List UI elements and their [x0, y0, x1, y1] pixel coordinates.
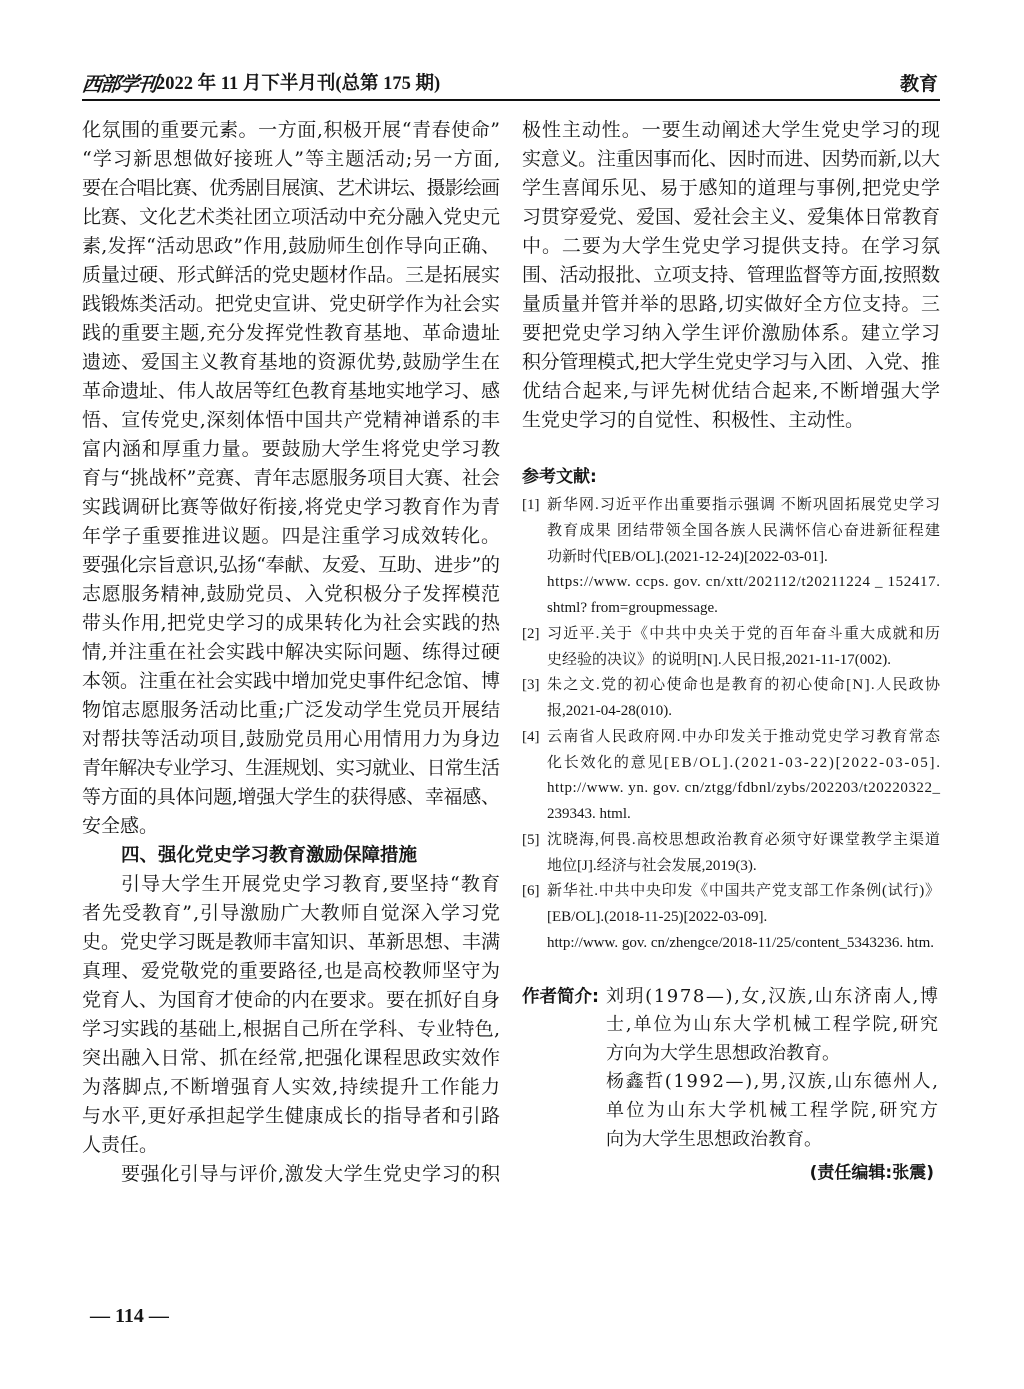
text-line: 年学子重要推进议题。四是注重学习成效转化。 — [82, 524, 501, 547]
text-line: 情,并注重在社会实践中解决实际问题、练得过硬 — [82, 640, 501, 663]
text-line: 杨鑫哲(1992—),男,汉族,山东德州人, — [606, 1071, 940, 1093]
reference-text — [547, 879, 940, 956]
text-line: 比赛、文化艺术类社团立项活动中充分融入党史元 — [82, 205, 500, 228]
left-column — [82, 116, 500, 1189]
reference-text — [547, 493, 940, 622]
reference-item — [522, 828, 940, 880]
reference-text — [547, 828, 940, 880]
author-bio — [522, 983, 940, 1155]
text-line: “学习新思想做好接班人”等主题活动;另一方面, — [82, 147, 502, 170]
text-line: 为落脚点,不断增强育人实效,持续提升工作能力 — [82, 1075, 502, 1098]
text-line: 富内涵和厚重力量。要鼓励大学生将党史学习教 — [82, 437, 501, 460]
text-line: 习贯穿爱党、爱国、爱社会主义、爱集体日常教育 — [522, 205, 940, 228]
text-line: http://www. yn. gov. cn/ztgg/fdbnl/zybs/202203/t20220322_ — [547, 780, 941, 797]
text-line: 中。二要为大学生党史学习提供支持。在学习氛 — [522, 234, 941, 257]
reference-item — [522, 622, 940, 674]
text-line: 沈晓海,何畏.高校思想政治教育必须守好课堂教学主渠道 — [547, 831, 941, 848]
reference-label: [3] — [522, 677, 540, 694]
reference-item — [522, 725, 940, 828]
text-line: 朱之文.党的初心使命也是教育的初心使命[N].人民政协 — [547, 677, 942, 694]
text-line: 要把党史学习纳入学生评价激励体系。建立学习 — [522, 321, 941, 344]
paragraph — [522, 116, 940, 435]
text-line: 单位为山东大学机械工程学院,研究方 — [606, 1099, 941, 1121]
text-line: 刘玥(1978—),女,汉族,山东济南人,博 — [606, 985, 940, 1007]
reference-item — [522, 673, 940, 725]
text-line: 史经验的决议》的说明[N].人民日报,2021-11-17(002). — [547, 651, 891, 668]
text-line: 围、活动报批、立项支持、管理监督等方面,按照数 — [522, 263, 940, 286]
text-line: 与水平,更好承担起学生健康成长的指导者和引路 — [82, 1104, 501, 1127]
text-line: http://www. gov. cn/zhengce/2018-11/25/content_5343236. htm. — [547, 934, 935, 951]
author-bio-entries — [606, 983, 941, 1155]
running-header — [82, 70, 938, 98]
text-line: 化氛围的重要元素。一方面,积极开展“青春使命” — [82, 118, 501, 141]
reference-text — [547, 725, 940, 828]
masthead — [82, 70, 440, 98]
text-line: 引导大学生开展党史学习教育,要坚持“教育 — [121, 872, 502, 895]
text-line: 要强化宗旨意识,弘扬“奉献、友爱、互助、进步”的 — [82, 553, 500, 576]
journal-logo: 西部学刊 — [80, 72, 158, 96]
right-column — [522, 116, 940, 1188]
text-line: 等方面的具体问题,增强大学生的获得感、幸福感、 — [82, 785, 500, 808]
paragraph — [82, 870, 500, 1160]
text-line: 素,发挥“活动思政”作用,鼓励师生创作导向正确、 — [82, 234, 501, 257]
references-list — [522, 493, 940, 957]
text-line: 践锻炼类活动。把党史宣讲、党史研学作为社会实 — [82, 292, 500, 315]
section-label: 教育 — [899, 73, 938, 95]
text-line: https://www. ccps. gov. cn/xtt/202112/t20211224 _ 152417. — [547, 574, 941, 591]
text-line: 突出融入日常、抓在经常,把强化课程思政实效作 — [82, 1046, 501, 1069]
text-line: 人责任。 — [82, 1133, 159, 1156]
text-line: 志愿服务精神,鼓励党员、入党积极分子发挥模范 — [82, 582, 501, 605]
text-line: 质量过硬、形式鲜活的党史题材作品。三是拓展实 — [82, 263, 500, 286]
paragraph — [82, 1160, 500, 1189]
text-line: 带头作用,把党史学习的成果转化为社会实践的热 — [82, 611, 501, 634]
text-line: 学生喜闻乐见、易于感知的道理与事例,把党史学 — [522, 176, 941, 199]
text-line: [EB/OL].(2018-11-25)[2022-03-09]. — [547, 909, 768, 926]
text-line: 革命遗址、伟人故居等红色教育基地实地学习、感 — [82, 379, 500, 402]
text-line: 育与“挑战杯”竞赛、青年志愿服务项目大赛、社会 — [82, 466, 500, 489]
text-line: 遗迹、爱国主义教育基地的资源优势,鼓励学生在 — [82, 350, 501, 373]
text-line: 云南省人民政府网.中办印发关于推动党史学习教育常态 — [547, 728, 942, 745]
reference-text — [547, 622, 940, 674]
text-line: 安全感。 — [82, 814, 159, 837]
text-line: 新华社.中共中央印发《中国共产党支部工作条例(试行)》 — [547, 883, 941, 900]
header-rule — [82, 99, 940, 101]
reference-text — [547, 673, 940, 725]
author-bio-label: 作者简介: — [522, 986, 599, 1007]
section-heading: 四、强化党史学习教育激励保障措施 — [121, 844, 418, 866]
reference-label: [1] — [522, 497, 540, 514]
text-line: 向为大学生思想政治教育。 — [606, 1128, 822, 1150]
reference-item — [522, 493, 940, 622]
text-line: 悟、宣传党史,深刻体悟中国共产党精神谱系的丰 — [82, 408, 501, 431]
text-line: 物馆志愿服务活动比重;广泛发动学生党员开展结 — [82, 698, 501, 721]
text-line: 践的重要主题,充分发挥党性教育基地、革命遗址 — [82, 321, 501, 344]
text-line: 实践调研比赛等做好衔接,将党史学习教育作为青 — [82, 495, 501, 518]
text-line: 士,单位为山东大学机械工程学院,研究 — [606, 1014, 940, 1036]
text-line: 习近平.关于《中共中央关于党的百年奋斗重大成就和历 — [547, 625, 942, 642]
text-line: 化长效化的意见[EB/OL].(2021-03-22)[2022-03-05]. — [547, 754, 942, 771]
reference-label: [2] — [522, 625, 540, 642]
text-line: 量质量并管并举的思路,切实做好全方位支持。三 — [522, 292, 941, 315]
text-line: 功新时代[EB/OL].(2021-12-24)[2022-03-01]. — [547, 548, 828, 565]
text-line: 本领。注重在社会实践中增加党史事件纪念馆、博 — [82, 669, 500, 692]
text-line: 报,2021-04-28(010). — [547, 703, 672, 720]
text-line: 要强化引导与评价,激发大学生党史学习的积 — [121, 1162, 501, 1185]
text-line: shtml? from=groupmessage. — [547, 600, 718, 617]
reference-label: [5] — [522, 831, 540, 848]
text-line: 者先受教育”,引导激励广大教师自觉深入学习党 — [82, 901, 502, 924]
text-line: 青年解决专业学习、生涯规划、实习就业、日常生活 — [82, 756, 500, 779]
text-line: 积分管理模式,把大学生党史学习与入团、入党、推 — [522, 350, 940, 373]
text-line: 对帮扶等活动项目,鼓励党员用心用情用力为身边 — [82, 727, 501, 750]
text-line: 新华网.习近平作出重要指示强调 不断巩固拓展党史学习 — [547, 497, 941, 514]
text-line: 地位[J].经济与社会发展,2019(3). — [547, 857, 757, 874]
text-line: 史。党史学习既是教师丰富知识、革新思想、丰满 — [82, 930, 500, 953]
text-line: 极性主动性。一要生动阐述大学生党史学习的现 — [522, 118, 941, 141]
text-line: 生党史学习的自觉性、积极性、主动性。 — [522, 408, 865, 431]
text-line: 239343. html. — [547, 806, 631, 823]
text-line: 学习实践的基础上,根据自己所在学科、专业特色, — [82, 1017, 501, 1040]
text-line: 党育人、为国育才使命的内在要求。要在抓好自身 — [82, 988, 500, 1011]
paragraph — [82, 116, 500, 841]
reference-label: [4] — [522, 728, 540, 745]
text-line: 教育成果 团结带领全国各族人民满怀信心奋进新征程建 — [547, 522, 942, 539]
text-line: 方向为大学生思想政治教育。 — [606, 1042, 840, 1064]
reference-item — [522, 879, 940, 956]
reference-label: [6] — [522, 883, 540, 900]
text-line: 优结合起来,与评先树优结合起来,不断增强大学 — [522, 379, 942, 402]
issue-info: 2022 年 11 月下半月刊(总第 175 期) — [156, 74, 441, 94]
author-entry — [606, 983, 938, 1069]
author-entry — [606, 1068, 941, 1154]
page-number: — 114 — — [90, 1305, 169, 1327]
text-line: 真理、爱党敬党的重要路径,也是高校教师坚守为 — [82, 959, 501, 982]
responsible-editor: (责任编辑:张震) — [809, 1163, 934, 1184]
references-heading: 参考文献: — [522, 466, 597, 487]
text-line: 实意义。注重因事而化、因时而进、因势而新,以大 — [522, 147, 940, 170]
text-line: 要在合唱比赛、优秀剧目展演、艺术讲坛、摄影绘画 — [82, 176, 500, 199]
